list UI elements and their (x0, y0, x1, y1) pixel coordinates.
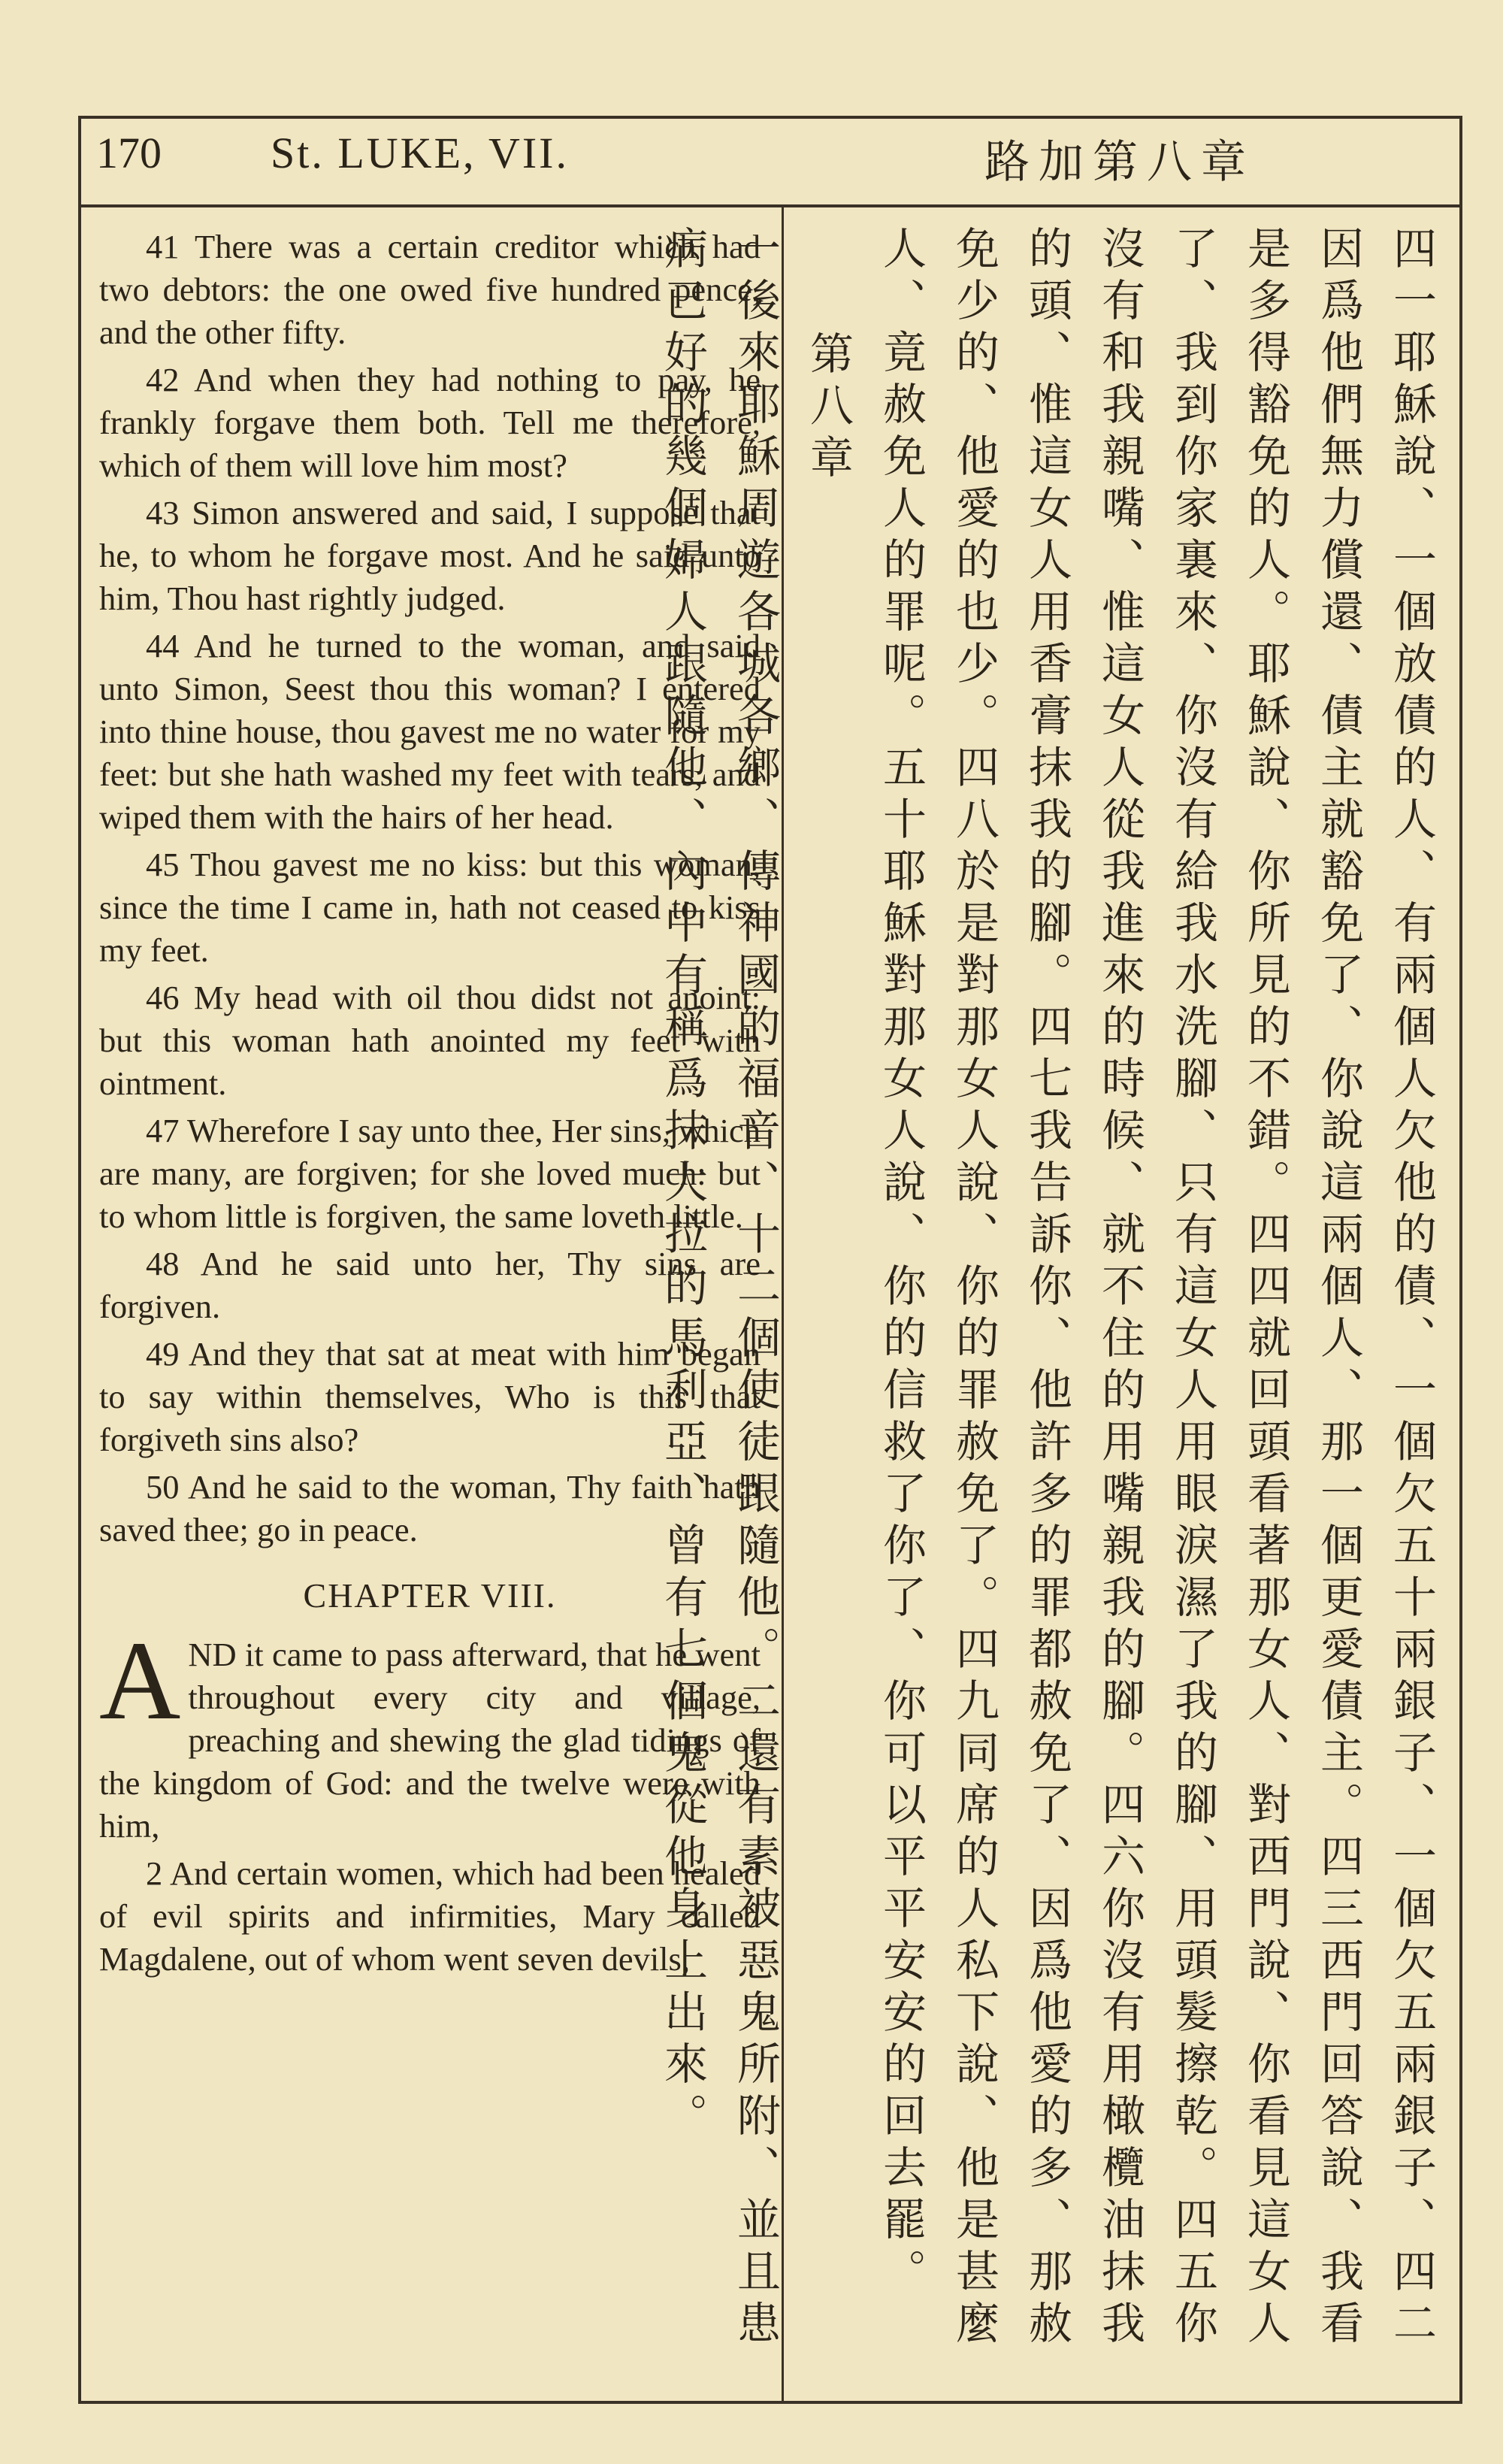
verse-44: 44 And he turned to the woman, and said unto Simon, Seest thou this woman? I entered into thine house, thou gavest me no water for my feet: but she hath washed my feet with tears, and wiped them with the hairs of her head. (99, 627, 761, 836)
chinese-verses-41-50: 四一耶穌說、一個放債的人、有兩個人欠他的債、一個欠五十兩銀子、一個欠五兩銀子、四二因爲他們無力償還、債主就豁免了、你說這兩個人、那一個更愛債主。四三西門回答說、我看是多得豁免的人。耶穌說、你所見的不錯。四四就回頭看著那女人、對西門說、你看見這女人了、我到你家裏來、你沒有給我水洗腳、只有這女人用眼淚濕了我的腳、用頭髮擦乾。四五你沒有和我親嘴、惟這女人從我進來的時候、就不住的用嘴親我的腳。四六你沒有用橄欖油抹我的頭、惟這女人用香膏抹我的腳。四七我告訴你、他許多的罪都赦免了、因爲他愛的多、那赦免少的、他愛的也少。四八於是對那女人說、你的罪赦免了。四九同席的人私下說、他是甚麼人、竟赦免人的罪呢。五十耶穌對那女人說、你的信救了你了、你可以平平安安的回去罷。 (875, 226, 1437, 2352)
running-title: St. LUKE, VII. (271, 129, 569, 177)
chapter-8-verse-2: 2 And certain women, which had been healed of evil spirits and infirmities, Mary called Magdalene, out of whom went seven devils, (99, 1854, 761, 1978)
chapter-heading: CHAPTER VIII. (303, 1576, 557, 1615)
drop-cap: A (99, 1618, 181, 1743)
chinese-column (657, 226, 1447, 2375)
verse-47: 47 Wherefore I say unto thee, Her sins, which are many, are forgiven; for she loved much: but to whom little is forgiven, the same loveth little. (99, 1112, 761, 1235)
chinese-chapter-heading: 第八章 (803, 331, 854, 486)
verse-48: 48 And he said unto her, Thy sins are forgiven. (99, 1245, 761, 1325)
verse-49: 49 And they that sat at meat with him began to say within themselves, Who is this that forgiveth sins also? (99, 1335, 761, 1458)
page-number: 170 (96, 129, 162, 177)
running-title-chinese: 路加第八章 (984, 136, 1255, 189)
verse-45: 45 Thou gavest me no kiss: but this woman, since the time I came in, hath not ceased to kiss my feet. (99, 846, 761, 969)
verse-43: 43 Simon answered and said, I suppose that he, to whom he forgave most. And he said unto him, Thou hast rightly judged. (99, 494, 761, 617)
verse-42: 42 And when they had nothing to pay, he frankly forgave them both. Tell me therefore, which of them will love him most? (99, 361, 761, 484)
verse-41: 41 There was a certain creditor which had two debtors: the one owed five hundred pence, and the other fifty. (99, 228, 761, 351)
header-rule (78, 204, 1462, 207)
chinese-chapter-8-verses: 一後來耶穌周遊各城各鄉、傳神國的福音、十二個使徒跟隨他。二還有素被惡鬼所附、並且患病已好的幾個婦人跟隨他、內中有稱爲抹大拉的馬利亞、曾有七個鬼從他身上出來。 (657, 226, 781, 2352)
verse-46: 46 My head with oil thou didst not anoint: but this woman hath anointed my feet with ointment. (99, 979, 761, 1102)
verse-50: 50 And he said to the woman, Thy faith hath saved thee; go in peace. (99, 1468, 761, 1548)
chapter-8-verse-1-text: ND it came to pass afterward, that he went throughout every city and village, preaching and shewing the glad tidings of the kingdom of God: and the twelve were with him, (99, 1636, 761, 1845)
